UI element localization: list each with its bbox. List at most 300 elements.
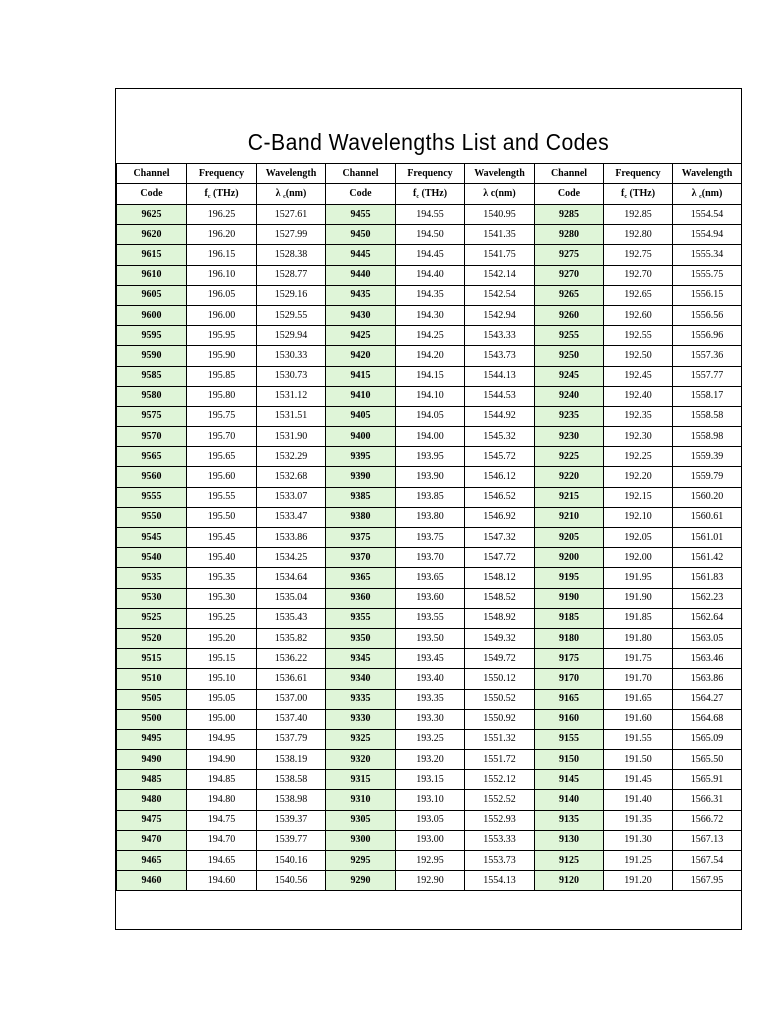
frequency-cell: 192.05 <box>604 528 673 548</box>
wavelength-cell: 1535.43 <box>257 608 326 628</box>
channel-code-cell: 9390 <box>326 467 396 487</box>
table-header <box>117 164 742 205</box>
channel-code-cell: 9530 <box>117 588 187 608</box>
channel-code-cell: 9465 <box>117 851 187 871</box>
wavelength-cell: 1556.56 <box>673 305 742 325</box>
frequency-cell: 194.25 <box>396 326 465 346</box>
channel-code-cell: 9135 <box>535 810 604 830</box>
frequency-cell: 195.00 <box>187 709 257 729</box>
table-row <box>117 588 742 608</box>
frequency-cell: 195.35 <box>187 568 257 588</box>
frequency-cell: 193.65 <box>396 568 465 588</box>
frequency-cell: 193.95 <box>396 447 465 467</box>
wavelength-cell: 1544.53 <box>465 386 535 406</box>
channel-code-cell: 9365 <box>326 568 396 588</box>
frequency-cell: 194.50 <box>396 225 465 245</box>
frequency-cell: 193.55 <box>396 608 465 628</box>
wavelength-cell: 1544.13 <box>465 366 535 386</box>
wavelength-cell: 1564.68 <box>673 709 742 729</box>
channel-code-cell: 9210 <box>535 507 604 527</box>
channel-code-cell: 9235 <box>535 406 604 426</box>
frequency-cell: 195.55 <box>187 487 257 507</box>
wavelength-cell: 1558.58 <box>673 406 742 426</box>
wavelength-cell: 1554.54 <box>673 205 742 225</box>
frequency-cell: 194.00 <box>396 427 465 447</box>
wavelength-cell: 1540.95 <box>465 205 535 225</box>
channel-code-cell: 9525 <box>117 608 187 628</box>
table-row <box>117 790 742 810</box>
frequency-cell: 193.85 <box>396 487 465 507</box>
frequency-cell: 192.75 <box>604 245 673 265</box>
header-frequency-unit: $f_c$ (THz) <box>187 184 257 205</box>
wavelength-cell: 1549.32 <box>465 628 535 648</box>
channel-code-cell: 9250 <box>535 346 604 366</box>
frequency-cell: 195.50 <box>187 507 257 527</box>
wavelength-cell: 1559.39 <box>673 447 742 467</box>
channel-code-cell: 9395 <box>326 447 396 467</box>
channel-code-cell: 9520 <box>117 628 187 648</box>
frequency-cell: 194.90 <box>187 750 257 770</box>
frequency-cell: 194.15 <box>396 366 465 386</box>
frequency-cell: 195.80 <box>187 386 257 406</box>
wavelength-cell: 1546.92 <box>465 507 535 527</box>
channel-code-cell: 9265 <box>535 285 604 305</box>
table-row <box>117 770 742 790</box>
frequency-cell: 194.10 <box>396 386 465 406</box>
channel-code-cell: 9500 <box>117 709 187 729</box>
table-row <box>117 305 742 325</box>
channel-code-cell: 9190 <box>535 588 604 608</box>
channel-code-cell: 9505 <box>117 689 187 709</box>
channel-code-cell: 9445 <box>326 245 396 265</box>
channel-code-cell: 9555 <box>117 487 187 507</box>
frequency-cell: 194.30 <box>396 305 465 325</box>
frequency-cell: 196.00 <box>187 305 257 325</box>
wavelength-cell: 1536.61 <box>257 669 326 689</box>
frequency-cell: 195.10 <box>187 669 257 689</box>
frequency-cell: 194.40 <box>396 265 465 285</box>
wavelength-cell: 1529.55 <box>257 305 326 325</box>
document-frame <box>115 88 742 930</box>
frequency-cell: 191.80 <box>604 628 673 648</box>
wavelength-cell: 1542.94 <box>465 305 535 325</box>
wavelength-cell: 1529.16 <box>257 285 326 305</box>
channel-code-cell: 9275 <box>535 245 604 265</box>
wavelength-cell: 1538.98 <box>257 790 326 810</box>
table-row <box>117 810 742 830</box>
channel-code-cell: 9160 <box>535 709 604 729</box>
table-row <box>117 406 742 426</box>
frequency-cell: 192.40 <box>604 386 673 406</box>
frequency-cell: 195.30 <box>187 588 257 608</box>
header-channel: Channel <box>326 164 396 184</box>
channel-code-cell: 9550 <box>117 507 187 527</box>
wavelength-cell: 1530.33 <box>257 346 326 366</box>
wavelength-cell: 1543.33 <box>465 326 535 346</box>
header-frequency: Frequency <box>604 164 673 184</box>
channel-code-cell: 9440 <box>326 265 396 285</box>
table-row <box>117 366 742 386</box>
channel-code-cell: 9380 <box>326 507 396 527</box>
wavelength-cell: 1551.32 <box>465 729 535 749</box>
header-frequency-unit: $f_c$ (THz) <box>396 184 465 205</box>
channel-code-cell: 9225 <box>535 447 604 467</box>
channel-code-cell: 9205 <box>535 528 604 548</box>
table-row <box>117 608 742 628</box>
frequency-cell: 192.10 <box>604 507 673 527</box>
frequency-cell: 192.70 <box>604 265 673 285</box>
channel-code-cell: 9410 <box>326 386 396 406</box>
frequency-cell: 191.95 <box>604 568 673 588</box>
wavelength-cell: 1531.90 <box>257 427 326 447</box>
frequency-cell: 193.25 <box>396 729 465 749</box>
wavelength-cell: 1535.04 <box>257 588 326 608</box>
channel-code-cell: 9280 <box>535 225 604 245</box>
header-code: Code <box>117 184 187 205</box>
frequency-cell: 193.35 <box>396 689 465 709</box>
table-row <box>117 507 742 527</box>
wavelength-cell: 1544.92 <box>465 406 535 426</box>
frequency-cell: 195.85 <box>187 366 257 386</box>
wavelength-cell: 1553.73 <box>465 851 535 871</box>
wavelength-cell: 1537.00 <box>257 689 326 709</box>
channel-code-cell: 9400 <box>326 427 396 447</box>
frequency-cell: 191.55 <box>604 729 673 749</box>
frequency-cell: 193.75 <box>396 528 465 548</box>
header-code: Code <box>326 184 396 205</box>
channel-code-cell: 9230 <box>535 427 604 447</box>
wavelength-cell: 1549.72 <box>465 649 535 669</box>
channel-code-cell: 9125 <box>535 851 604 871</box>
wavelength-cell: 1531.51 <box>257 406 326 426</box>
wavelength-cell: 1527.99 <box>257 225 326 245</box>
channel-code-cell: 9345 <box>326 649 396 669</box>
channel-code-cell: 9330 <box>326 709 396 729</box>
wavelength-cell: 1534.64 <box>257 568 326 588</box>
table-row <box>117 750 742 770</box>
frequency-cell: 192.30 <box>604 427 673 447</box>
channel-code-cell: 9595 <box>117 326 187 346</box>
channel-code-cell: 9335 <box>326 689 396 709</box>
wavelength-cell: 1567.95 <box>673 871 742 891</box>
wavelength-cell: 1543.73 <box>465 346 535 366</box>
header-wavelength-unit: λ $_c$(nm) <box>673 184 742 205</box>
wavelength-cell: 1548.12 <box>465 568 535 588</box>
frequency-cell: 192.20 <box>604 467 673 487</box>
wavelength-table <box>116 163 742 891</box>
wavelength-cell: 1533.86 <box>257 528 326 548</box>
wavelength-cell: 1563.46 <box>673 649 742 669</box>
wavelength-cell: 1536.22 <box>257 649 326 669</box>
channel-code-cell: 9370 <box>326 548 396 568</box>
channel-code-cell: 9180 <box>535 628 604 648</box>
channel-code-cell: 9260 <box>535 305 604 325</box>
channel-code-cell: 9570 <box>117 427 187 447</box>
frequency-cell: 196.05 <box>187 285 257 305</box>
frequency-cell: 194.60 <box>187 871 257 891</box>
header-frequency-unit: $f_c$ (THz) <box>604 184 673 205</box>
channel-code-cell: 9610 <box>117 265 187 285</box>
frequency-cell: 192.35 <box>604 406 673 426</box>
table-row <box>117 729 742 749</box>
wavelength-cell: 1562.23 <box>673 588 742 608</box>
frequency-cell: 195.60 <box>187 467 257 487</box>
frequency-cell: 193.60 <box>396 588 465 608</box>
table-row <box>117 649 742 669</box>
wavelength-cell: 1561.83 <box>673 568 742 588</box>
wavelength-cell: 1534.25 <box>257 548 326 568</box>
frequency-cell: 195.65 <box>187 447 257 467</box>
frequency-cell: 195.40 <box>187 548 257 568</box>
frequency-cell: 191.50 <box>604 750 673 770</box>
frequency-cell: 194.20 <box>396 346 465 366</box>
wavelength-cell: 1538.58 <box>257 770 326 790</box>
frequency-cell: 191.70 <box>604 669 673 689</box>
frequency-cell: 194.45 <box>396 245 465 265</box>
table-row <box>117 346 742 366</box>
channel-code-cell: 9305 <box>326 810 396 830</box>
frequency-cell: 194.85 <box>187 770 257 790</box>
table-row <box>117 568 742 588</box>
channel-code-cell: 9560 <box>117 467 187 487</box>
frequency-cell: 195.15 <box>187 649 257 669</box>
wavelength-cell: 1563.86 <box>673 669 742 689</box>
wavelength-cell: 1564.27 <box>673 689 742 709</box>
wavelength-cell: 1539.77 <box>257 830 326 850</box>
frequency-cell: 191.45 <box>604 770 673 790</box>
frequency-cell: 192.00 <box>604 548 673 568</box>
channel-code-cell: 9300 <box>326 830 396 850</box>
frequency-cell: 192.85 <box>604 205 673 225</box>
channel-code-cell: 9535 <box>117 568 187 588</box>
channel-code-cell: 9405 <box>326 406 396 426</box>
wavelength-cell: 1552.12 <box>465 770 535 790</box>
channel-code-cell: 9195 <box>535 568 604 588</box>
channel-code-cell: 9470 <box>117 830 187 850</box>
channel-code-cell: 9290 <box>326 871 396 891</box>
table-row <box>117 830 742 850</box>
header-channel: Channel <box>117 164 187 184</box>
channel-code-cell: 9425 <box>326 326 396 346</box>
channel-code-cell: 9185 <box>535 608 604 628</box>
channel-code-cell: 9215 <box>535 487 604 507</box>
wavelength-cell: 1546.12 <box>465 467 535 487</box>
frequency-cell: 194.80 <box>187 790 257 810</box>
channel-code-cell: 9615 <box>117 245 187 265</box>
wavelength-cell: 1561.42 <box>673 548 742 568</box>
channel-code-cell: 9360 <box>326 588 396 608</box>
wavelength-cell: 1545.72 <box>465 447 535 467</box>
frequency-cell: 191.40 <box>604 790 673 810</box>
channel-code-cell: 9460 <box>117 871 187 891</box>
wavelength-cell: 1550.12 <box>465 669 535 689</box>
table-row <box>117 326 742 346</box>
wavelength-cell: 1540.16 <box>257 851 326 871</box>
frequency-cell: 194.95 <box>187 729 257 749</box>
wavelength-cell: 1548.92 <box>465 608 535 628</box>
header-wavelength: Wavelength <box>465 164 535 184</box>
wavelength-cell: 1551.72 <box>465 750 535 770</box>
frequency-cell: 192.45 <box>604 366 673 386</box>
wavelength-cell: 1557.36 <box>673 346 742 366</box>
channel-code-cell: 9510 <box>117 669 187 689</box>
channel-code-cell: 9145 <box>535 770 604 790</box>
wavelength-cell: 1541.75 <box>465 245 535 265</box>
wavelength-cell: 1552.52 <box>465 790 535 810</box>
header-wavelength: Wavelength <box>673 164 742 184</box>
frequency-cell: 195.90 <box>187 346 257 366</box>
wavelength-cell: 1565.91 <box>673 770 742 790</box>
wavelength-cell: 1567.54 <box>673 851 742 871</box>
channel-code-cell: 9350 <box>326 628 396 648</box>
wavelength-cell: 1542.14 <box>465 265 535 285</box>
wavelength-cell: 1550.92 <box>465 709 535 729</box>
table-row <box>117 225 742 245</box>
frequency-cell: 192.50 <box>604 346 673 366</box>
channel-code-cell: 9150 <box>535 750 604 770</box>
header-code: Code <box>535 184 604 205</box>
table-row <box>117 265 742 285</box>
channel-code-cell: 9490 <box>117 750 187 770</box>
table-row <box>117 487 742 507</box>
wavelength-cell: 1548.52 <box>465 588 535 608</box>
wavelength-cell: 1530.73 <box>257 366 326 386</box>
header-channel: Channel <box>535 164 604 184</box>
table-row <box>117 669 742 689</box>
wavelength-cell: 1550.52 <box>465 689 535 709</box>
channel-code-cell: 9165 <box>535 689 604 709</box>
frequency-cell: 191.60 <box>604 709 673 729</box>
channel-code-cell: 9495 <box>117 729 187 749</box>
header-frequency: Frequency <box>396 164 465 184</box>
frequency-cell: 194.65 <box>187 851 257 871</box>
frequency-cell: 194.05 <box>396 406 465 426</box>
wavelength-cell: 1552.93 <box>465 810 535 830</box>
table-row <box>117 205 742 225</box>
channel-code-cell: 9480 <box>117 790 187 810</box>
frequency-cell: 192.65 <box>604 285 673 305</box>
frequency-cell: 191.30 <box>604 830 673 850</box>
channel-code-cell: 9255 <box>535 326 604 346</box>
channel-code-cell: 9310 <box>326 790 396 810</box>
wavelength-cell: 1558.98 <box>673 427 742 447</box>
frequency-cell: 195.20 <box>187 628 257 648</box>
wavelength-cell: 1562.64 <box>673 608 742 628</box>
wavelength-cell: 1532.29 <box>257 447 326 467</box>
frequency-cell: 193.15 <box>396 770 465 790</box>
channel-code-cell: 9295 <box>326 851 396 871</box>
frequency-cell: 195.45 <box>187 528 257 548</box>
channel-code-cell: 9435 <box>326 285 396 305</box>
channel-code-cell: 9625 <box>117 205 187 225</box>
frequency-cell: 193.80 <box>396 507 465 527</box>
table-row <box>117 528 742 548</box>
frequency-cell: 196.20 <box>187 225 257 245</box>
frequency-cell: 195.05 <box>187 689 257 709</box>
wavelength-cell: 1560.20 <box>673 487 742 507</box>
wavelength-cell: 1565.50 <box>673 750 742 770</box>
wavelength-cell: 1529.94 <box>257 326 326 346</box>
wavelength-cell: 1546.52 <box>465 487 535 507</box>
frequency-cell: 196.25 <box>187 205 257 225</box>
channel-code-cell: 9385 <box>326 487 396 507</box>
wavelength-cell: 1545.32 <box>465 427 535 447</box>
header-wavelength-unit: λ c(nm) <box>465 184 535 205</box>
channel-code-cell: 9475 <box>117 810 187 830</box>
frequency-cell: 193.40 <box>396 669 465 689</box>
wavelength-cell: 1557.77 <box>673 366 742 386</box>
frequency-cell: 194.55 <box>396 205 465 225</box>
channel-code-cell: 9130 <box>535 830 604 850</box>
wavelength-cell: 1532.68 <box>257 467 326 487</box>
channel-code-cell: 9600 <box>117 305 187 325</box>
channel-code-cell: 9140 <box>535 790 604 810</box>
table-row <box>117 851 742 871</box>
wavelength-cell: 1559.79 <box>673 467 742 487</box>
wavelength-cell: 1537.79 <box>257 729 326 749</box>
page-title: C-Band Wavelengths List and Codes <box>247 129 610 155</box>
wavelength-cell: 1566.31 <box>673 790 742 810</box>
channel-code-cell: 9580 <box>117 386 187 406</box>
frequency-cell: 193.20 <box>396 750 465 770</box>
wavelength-cell: 1558.17 <box>673 386 742 406</box>
wavelength-cell: 1542.54 <box>465 285 535 305</box>
frequency-cell: 194.75 <box>187 810 257 830</box>
channel-code-cell: 9515 <box>117 649 187 669</box>
frequency-cell: 192.60 <box>604 305 673 325</box>
channel-code-cell: 9320 <box>326 750 396 770</box>
channel-code-cell: 9485 <box>117 770 187 790</box>
wavelength-cell: 1528.38 <box>257 245 326 265</box>
table-row <box>117 628 742 648</box>
frequency-cell: 191.35 <box>604 810 673 830</box>
channel-code-cell: 9585 <box>117 366 187 386</box>
channel-code-cell: 9240 <box>535 386 604 406</box>
wavelength-cell: 1554.13 <box>465 871 535 891</box>
frequency-cell: 192.15 <box>604 487 673 507</box>
wavelength-cell: 1535.82 <box>257 628 326 648</box>
channel-code-cell: 9175 <box>535 649 604 669</box>
table-row <box>117 709 742 729</box>
wavelength-cell: 1555.75 <box>673 265 742 285</box>
channel-code-cell: 9355 <box>326 608 396 628</box>
table-row <box>117 245 742 265</box>
wavelength-cell: 1554.94 <box>673 225 742 245</box>
wavelength-cell: 1566.72 <box>673 810 742 830</box>
channel-code-cell: 9540 <box>117 548 187 568</box>
table-row <box>117 427 742 447</box>
wavelength-cell: 1565.09 <box>673 729 742 749</box>
frequency-cell: 191.25 <box>604 851 673 871</box>
channel-code-cell: 9545 <box>117 528 187 548</box>
channel-code-cell: 9375 <box>326 528 396 548</box>
frequency-cell: 193.05 <box>396 810 465 830</box>
channel-code-cell: 9170 <box>535 669 604 689</box>
wavelength-cell: 1539.37 <box>257 810 326 830</box>
wavelength-cell: 1567.13 <box>673 830 742 850</box>
channel-code-cell: 9590 <box>117 346 187 366</box>
header-frequency: Frequency <box>187 164 257 184</box>
channel-code-cell: 9270 <box>535 265 604 285</box>
frequency-cell: 194.70 <box>187 830 257 850</box>
channel-code-cell: 9120 <box>535 871 604 891</box>
table-row <box>117 285 742 305</box>
wavelength-cell: 1533.07 <box>257 487 326 507</box>
frequency-cell: 193.50 <box>396 628 465 648</box>
frequency-cell: 192.95 <box>396 851 465 871</box>
frequency-cell: 195.70 <box>187 427 257 447</box>
channel-code-cell: 9450 <box>326 225 396 245</box>
